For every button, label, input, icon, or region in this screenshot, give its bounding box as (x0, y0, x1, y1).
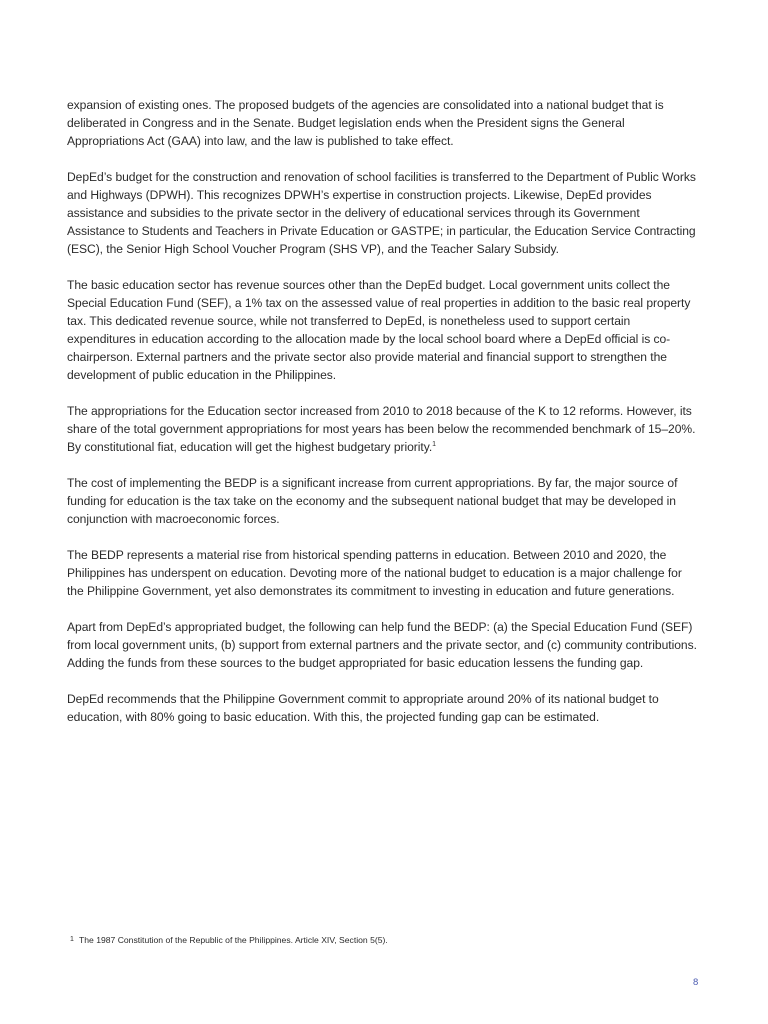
footnote-number: 1 (70, 936, 74, 943)
page-body (67, 96, 697, 744)
page-number: 8 (693, 977, 699, 988)
paragraph-budget-legislation: expansion of existing ones. The proposed budgets of the agencies are consolidated into a national budget that is deliberated in Congress and in the Senate. Budget legislation ends when the President signs the General Appropriations Act (GAA) into law, and the law is published to take effect. (67, 98, 664, 148)
paragraph-historical-spending: The BEDP represents a material rise from historical spending patterns in education. Between 2010 and 2020, the Philippines has underspent on education. Devoting more of the national budget to education is a major challenge for the Philippine Government, yet also demonstrates its commitment to investing in education and future generations. (67, 548, 682, 598)
paragraph-bedp-cost: The cost of implementing the BEDP is a significant increase from current appropriations. By far, the major source of funding for education is the tax take on the economy and the subsequent national budget that may be developed in conjunction with macroeconomic forces. (67, 476, 678, 526)
footnote-reference: 1 (432, 440, 436, 448)
paragraph-appropriations-text: The appropriations for the Education sector increased from 2010 to 2018 because of the K to 12 reforms. However, its share of the total government appropriations for most years has been below the recommended benchmark of 15–20%. By constitutional fiat, education will get the highest budgetary priority. (67, 404, 696, 454)
paragraph-recommendation: DepEd recommends that the Philippine Government commit to appropriate around 20% of its national budget to education, with 80% going to basic education. With this, the projected funding gap can be estimated. (67, 692, 659, 724)
paragraph-appropriations-trend (67, 402, 697, 456)
footnote-text: The 1987 Constitution of the Republic of the Philippines. Article XIV, Section 5(5). (79, 935, 388, 945)
paragraph-dpwh-gastpe: DepEd’s budget for the construction and renovation of school facilities is transferred to the Department of Public Works and Highways (DPWH). This recognizes DPWH’s expertise in construction projects. Likewise, DepEd provides assistance and subsidies to the private sector in the delivery of educational services through its Government Assistance to Students and Teachers in Private Education or GASTPE; in particular, the Education Service Contracting (ESC), the Senior High School Voucher Program (SHS VP), and the Teacher Salary Subsidy. (67, 170, 696, 256)
footnote (70, 934, 388, 946)
paragraph-revenue-sources: The basic education sector has revenue sources other than the DepEd budget. Local government units collect the Special Education Fund (SEF), a 1% tax on the assessed value of real properties in addition to the basic real property tax. This dedicated revenue source, while not transferred to DepEd, is nonetheless used to support certain expenditures in education according to the allocation made by the local school board where a DepEd official is co-chairperson. External partners and the private sector also provide material and financial support to strengthen the development of public education in the Philippines. (67, 278, 691, 382)
paragraph-funding-sources: Apart from DepEd’s appropriated budget, the following can help fund the BEDP: (a) the Special Education Fund (SEF) from local government units, (b) support from external partners and the private sector, and (c) community contributions. Adding the funds from these sources to the budget appropriated for basic education lessens the funding gap. (67, 620, 697, 670)
